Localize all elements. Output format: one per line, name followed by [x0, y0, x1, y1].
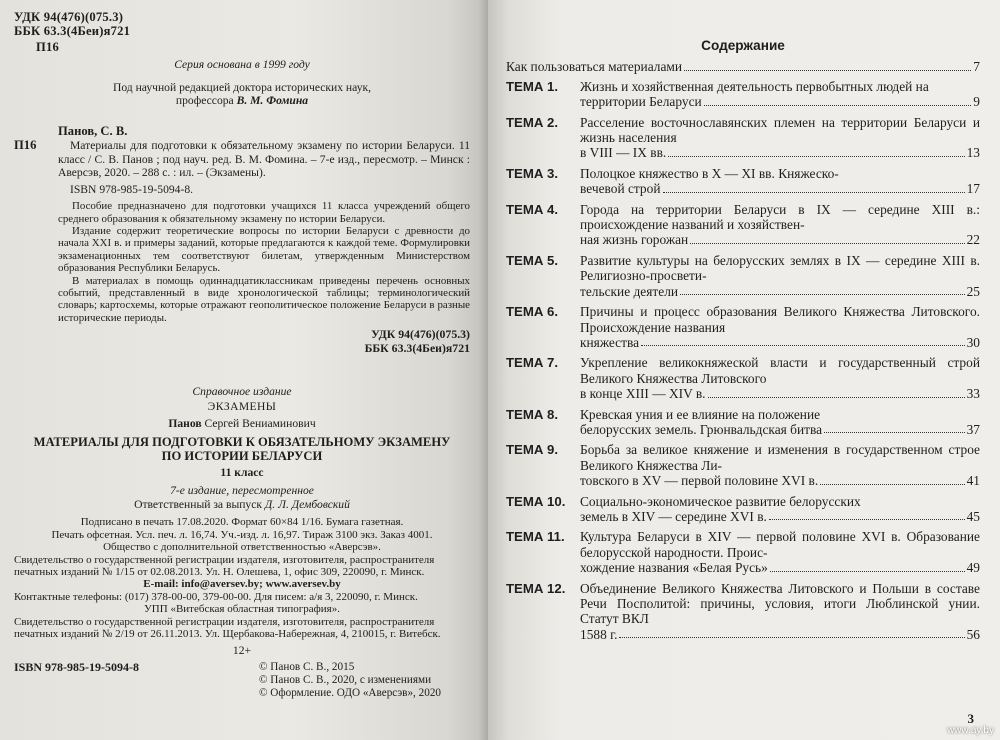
toc-topic-page: 37: [966, 421, 980, 437]
toc-topic-text: Социально-экономическое развитие белорусских: [580, 493, 861, 509]
toc-topic-text-end: в конце XIII — XIV в.: [580, 386, 706, 402]
dot-leader: [769, 519, 965, 520]
dot-leader: [641, 345, 965, 346]
toc-topic-page: 9: [973, 94, 980, 110]
toc-topic-page: 25: [966, 283, 980, 299]
toc-topic-last-line: [580, 145, 980, 160]
toc-topic-label: ТЕМА 10.: [506, 493, 566, 509]
imprint-author: [14, 417, 470, 430]
toc-topic-last-line: [580, 422, 980, 437]
toc-topic-body: [580, 253, 980, 299]
book-title-line-2: ПО ИСТОРИИ БЕЛАРУСИ: [161, 448, 323, 463]
toc-topic-last-line: [580, 94, 980, 109]
classification-codes: [14, 10, 470, 54]
annotation-paragraph: Пособие предназначено для подготовки учащихся 11 класса учреждений общего среднего образования к обязательному экзамену по истории Беларуси.: [58, 200, 470, 225]
toc-topic-text-end: земель в XIV — середине XVI в.: [580, 508, 767, 524]
toc-item: [506, 79, 980, 110]
site-watermark: www.ay.by: [946, 725, 994, 736]
annotation: [14, 200, 470, 324]
bottom-row: [14, 661, 470, 700]
toc-topic-body: [580, 202, 980, 248]
record-description: Материалы для подготовки к обязательному экзамену по истории Беларуси. 11 класс / С. В. Панов ; под науч. ред. В. М. Фомина. – 7-е изд., пересмотр. – Минск : Аверсэв, 2020. – 288 с. : ил. – (Экзамены).: [58, 139, 470, 179]
toc-topic-page: 22: [966, 232, 980, 248]
toc-topic-last-line: [580, 181, 980, 196]
publisher-license: Свидетельство о государственной регистрации издателя, изготовителя, распространителя печатных изданий № 1/15 от 02.08.2013. Ул. Н. Олешева, 1, офис 309, 220090, г. Минск.: [14, 553, 435, 578]
toc-topic-label: ТЕМА 9.: [506, 442, 559, 458]
toc-topic-last-line: [580, 509, 980, 524]
toc-topic-last-line: [580, 560, 980, 575]
toc-topic-page: 41: [966, 473, 980, 489]
editor-note: [14, 81, 470, 107]
edition-type: Справочное издание: [192, 385, 292, 399]
age-rating: 12+: [232, 644, 252, 658]
toc-topic-label: ТЕМА 5.: [506, 252, 559, 268]
printer-name: УПП «Витебская областная типография».: [144, 603, 340, 616]
printer-license: Свидетельство о государственной регистрации издателя, изготовителя, распространителя печатных изданий № 2/19 от 26.11.2013. Ул. Щербакова-Набережная, 4, 210015, г. Витебск.: [14, 615, 441, 640]
record-author: Панов, С. В.: [58, 124, 128, 139]
dot-leader: [824, 432, 965, 433]
toc-item: [506, 442, 980, 488]
toc-topic-text-end: белорусских земель. Грюнвальдская битва: [580, 421, 823, 437]
toc-topic-text: Борьба за великое княжение и изменения в государственном строе Великого Княжества Ли-: [580, 442, 980, 473]
author-mark: П16: [36, 40, 59, 54]
toc-topic-page: 33: [966, 386, 980, 402]
bibliographic-record: [14, 125, 470, 196]
toc-topic-last-line: [580, 284, 980, 299]
responsible-name: Д. Л. Дембовский: [264, 498, 350, 512]
toc-topic-text: Причины и процесс образования Великого Княжества Литовского. Происхождение названия: [580, 304, 980, 335]
toc-topic-page: 30: [966, 334, 980, 350]
toc-topic-text: Расселение восточнославянских племен на территории Беларуси и жизнь населения: [580, 114, 980, 146]
toc-topic-body: [580, 494, 980, 525]
toc-topic-text-end: тельские деятели: [580, 283, 679, 299]
toc-topic-body: [580, 166, 980, 197]
bbk-code-right: ББК 63.3(4Беи)я721: [364, 340, 470, 355]
toc-topic-label: ТЕМА 7.: [506, 355, 559, 371]
dot-leader: [690, 243, 964, 244]
publisher-name: Общество с дополнительной ответственностью «Аверсэв».: [103, 541, 381, 554]
toc-topic-text-end: территории Беларуси: [580, 94, 702, 110]
toc-topic-last-line: [580, 232, 980, 247]
dot-leader: [619, 637, 964, 638]
author-mark-label: П16: [14, 138, 37, 153]
dot-leader: [704, 105, 972, 106]
toc-item: [506, 355, 980, 401]
toc-topic-text: Жизнь и хозяйственная деятельность первобытных людей на: [580, 78, 929, 94]
copyright-block: [259, 661, 470, 700]
contents-title: Содержание: [701, 38, 785, 53]
dot-leader: [684, 70, 971, 71]
print-info-1: Подписано в печать 17.08.2020. Формат 60×84 1/16. Бумага газетная.: [80, 516, 404, 529]
toc-intro: [506, 59, 980, 74]
toc-topic-text-end: в VIII — IX вв.: [580, 145, 667, 161]
dot-leader: [680, 294, 965, 295]
publisher-email: E-mail: info@aversev.by; www.aversev.by: [143, 578, 341, 591]
toc-topic-last-line: [580, 386, 980, 401]
edition: 7-е издание, пересмотренное: [170, 483, 314, 497]
right-page: [488, 0, 1000, 740]
toc-topic-last-line: [580, 627, 980, 642]
toc-topic-text-end: товского в XV — первой половине XVI в.: [580, 473, 819, 489]
isbn-bottom: ISBN 978-985-19-5094-8: [14, 659, 139, 674]
toc-intro-text: Как пользоваться материалами: [506, 59, 683, 75]
author-surname: Панов: [168, 416, 202, 430]
toc-topic-text: Полоцкое княжество в X — XI вв. Княжеско-: [580, 165, 839, 181]
toc-topic-text: Культура Беларуси в XIV — первой половине XVI в. Образование белорусской народности. Проис-: [580, 529, 980, 560]
toc-topic-label: ТЕМА 12.: [506, 580, 566, 596]
annotation-paragraph: Издание содержит теоретические вопросы по истории Беларуси с древности до начала XXI в. и примеры заданий, которые предлагаются к каждой теме. Формулировки экзаменационных тем соответствуют билетам, утвержденным Министерством образования Республики Беларусь.: [58, 225, 470, 275]
toc-topic-label: ТЕМА 8.: [506, 406, 559, 422]
toc-topic-body: [580, 115, 980, 161]
toc-topic-last-line: [580, 473, 980, 488]
book-title-line-1: МАТЕРИАЛЫ ДЛЯ ПОДГОТОВКИ К ОБЯЗАТЕЛЬНОМУ ЭКЗАМЕНУ: [33, 434, 451, 449]
toc-topic-page: 13: [966, 145, 980, 161]
toc-list: [506, 79, 980, 642]
toc-topic-text: Города на территории Беларуси в IX — середине XIII в.: происхождение названий и хозяйствен-: [580, 201, 980, 233]
responsible-editor: [14, 498, 470, 511]
toc-topic-label: ТЕМА 2.: [506, 114, 559, 130]
editor-name: В. М. Фомина: [236, 94, 309, 108]
toc-topic-label: ТЕМА 4.: [506, 201, 559, 217]
toc-topic-last-line: [580, 335, 980, 350]
copyright-line: © Оформление. ОДО «Аверсэв», 2020: [259, 686, 442, 699]
toc-item: [506, 253, 980, 299]
left-page: [0, 0, 488, 740]
udk-code-right: УДК 94(476)(075.3): [371, 327, 470, 342]
series-note: Серия основана в 1999 году: [174, 58, 310, 71]
toc-topic-text-end: хождение названия «Белая Русь»: [580, 560, 768, 576]
print-info-2: Печать офсетная. Усл. печ. л. 16,74. Уч.-изд. л. 16,97. Тираж 3100 экз. Заказ 4001.: [51, 528, 433, 541]
copyright-line: © Панов С. В., 2020, с изменениями: [259, 673, 432, 686]
classification-codes-right: [14, 328, 470, 355]
imprint: [14, 385, 470, 511]
toc-topic-body: [580, 304, 980, 350]
toc-item: [506, 202, 980, 248]
toc-item: [506, 529, 980, 575]
toc-topic-body: [580, 581, 980, 643]
toc-topic-page: 56: [966, 626, 980, 642]
toc-topic-body: [580, 529, 980, 575]
dot-leader: [820, 484, 964, 485]
technical-info: [14, 516, 470, 640]
toc-topic-text-end: ная жизнь горожан: [580, 232, 689, 248]
toc-intro-page: 7: [973, 59, 980, 75]
toc-topic-label: ТЕМА 3.: [506, 165, 559, 181]
editor-line-2: профессора: [175, 94, 234, 108]
author-given-names: Сергей Вениаминович: [201, 416, 316, 430]
toc-topic-label: ТЕМА 11.: [506, 529, 565, 545]
page-number: 3: [967, 710, 974, 726]
copyright-line: © Панов С. В., 2015: [259, 660, 355, 673]
udk-code: УДК 94(476)(075.3): [14, 10, 124, 24]
toc-topic-body: [580, 442, 980, 488]
bbk-code: ББК 63.3(4Беи)я721: [14, 24, 131, 38]
annotation-paragraph: В материалах в помощь одиннадцатиклассникам приведены перечень основных событий, представленный в виде хронологической таблицы; терминологический словарь; картосхемы, которые отражают геополитическое положение Беларуси в разные исторические периоды.: [58, 274, 470, 324]
toc-topic-text: Объединение Великого Княжества Литовского и Польши в составе Речи Посполитой: причины, условия, итоги Люблинской унии. Статут ВКЛ: [580, 580, 980, 627]
toc-item: [506, 115, 980, 161]
dot-leader: [708, 397, 965, 398]
toc-item: [506, 166, 980, 197]
toc-topic-body: [580, 355, 980, 401]
toc-item: [506, 494, 980, 525]
toc-topic-body: [580, 79, 980, 110]
toc-topic-label: ТЕМА 6.: [506, 304, 559, 320]
dot-leader: [770, 571, 965, 572]
toc-topic-page: 17: [966, 181, 980, 197]
toc-topic-text-end: вечевой строй: [580, 181, 661, 197]
responsible-prefix: Ответственный за выпуск: [134, 498, 265, 512]
toc-topic-page: 45: [966, 508, 980, 524]
editor-line-1: Под научной редакцией доктора исторических наук,: [112, 81, 372, 95]
grade: 11 класс: [220, 465, 264, 479]
toc-topic-page: 49: [966, 560, 980, 576]
toc-item: [506, 407, 980, 438]
toc-topic-text: Кревская уния и ее влияние на положение: [580, 406, 821, 422]
publisher-phones: Контактные телефоны: (017) 378-00-00, 379-00-00. Для писем: а/я 3, 220090, г. Минск.: [14, 590, 418, 603]
record-isbn: ISBN 978-985-19-5094-8.: [70, 183, 194, 197]
toc-topic-text-end: 1588 г.: [580, 626, 618, 642]
toc-item: [506, 581, 980, 643]
dot-leader: [663, 192, 965, 193]
toc-item: [506, 304, 980, 350]
toc-topic-text: Развитие культуры на белорусских землях в IX — середине XIII в. Религиозно-просвети-: [580, 252, 980, 284]
dot-leader: [668, 156, 964, 157]
toc-topic-text: Укрепление великокняжеской власти и государственный строй Великого Княжества Литовского: [580, 355, 980, 386]
toc-topic-body: [580, 407, 980, 438]
series-name: ЭКЗАМЕНЫ: [207, 400, 277, 414]
book-title: [14, 435, 470, 463]
toc-topic-label: ТЕМА 1.: [506, 78, 559, 94]
toc-topic-text-end: княжества: [580, 334, 640, 350]
